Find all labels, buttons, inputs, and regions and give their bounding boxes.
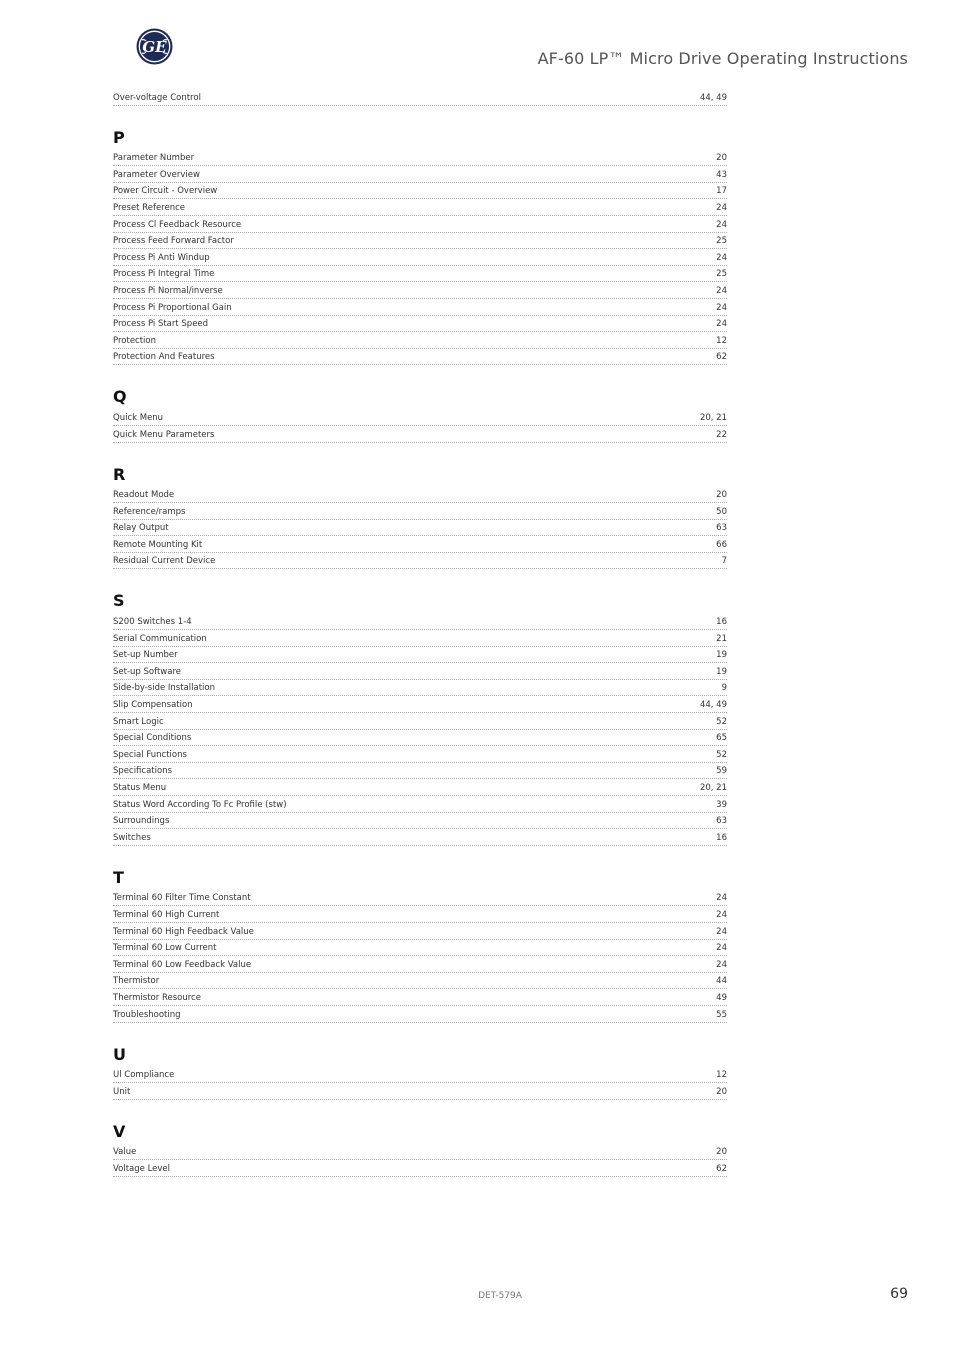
index-page-ref: 24 xyxy=(716,959,727,970)
index-entry xyxy=(113,282,727,299)
index-page-ref: 59 xyxy=(716,766,727,777)
index-page-ref: 25 xyxy=(716,236,727,247)
index-term: Troubleshooting xyxy=(113,1009,181,1020)
index-page-ref: 52 xyxy=(716,716,727,727)
index-page-ref: 24 xyxy=(716,319,727,330)
index-entry xyxy=(113,663,727,680)
index-entry xyxy=(113,973,727,990)
index-section xyxy=(113,590,727,845)
index-page-ref: 24 xyxy=(716,202,727,213)
index-term: Thermistor xyxy=(113,976,160,987)
index-entry xyxy=(113,630,727,647)
index-page-ref: 44, 49 xyxy=(699,92,727,103)
index-entry xyxy=(113,923,727,940)
index-entry xyxy=(113,166,727,183)
index-page-ref: 24 xyxy=(716,219,727,230)
index-entry xyxy=(113,746,727,763)
index-page-ref: 52 xyxy=(716,749,727,760)
index-section xyxy=(113,867,727,1023)
index-entry xyxy=(113,989,727,1006)
index-term: S200 Switches 1-4 xyxy=(113,617,192,628)
index-page-ref: 19 xyxy=(716,650,727,661)
index-term: Side-by-side Installation xyxy=(113,683,215,694)
index-page-ref: 24 xyxy=(716,926,727,937)
index-page-ref: 20, 21 xyxy=(699,412,727,423)
index-term: Process Pi Normal/inverse xyxy=(113,285,223,296)
index-page-ref: 22 xyxy=(716,429,727,440)
index-section-letter: S xyxy=(113,591,125,611)
index-section xyxy=(113,386,727,442)
document-title: AF-60 LP™ Micro Drive Operating Instructions xyxy=(537,49,908,68)
index-page-ref: 21 xyxy=(716,633,727,644)
index-term: Over-voltage Control xyxy=(113,92,201,103)
index-page-ref: 24 xyxy=(716,252,727,263)
index-term: Process Pi Anti Windup xyxy=(113,252,210,263)
index-page-ref: 55 xyxy=(716,1009,727,1020)
index-page-ref: 24 xyxy=(716,943,727,954)
index-entry xyxy=(113,233,727,250)
index-entry xyxy=(113,183,727,200)
index-entry xyxy=(113,553,727,570)
index-page-ref: 9 xyxy=(721,683,727,694)
index-term: Special Functions xyxy=(113,749,187,760)
index-term: Relay Output xyxy=(113,523,169,534)
index-term: Process Pi Integral Time xyxy=(113,269,215,280)
index-term: Protection xyxy=(113,335,157,346)
index-entry xyxy=(113,763,727,780)
index-entry xyxy=(113,1067,727,1084)
index-page-ref: 65 xyxy=(716,733,727,744)
index-page-ref: 20, 21 xyxy=(699,783,727,793)
index-term: Process Pi Start Speed xyxy=(113,319,209,330)
index-page-ref: 24 xyxy=(716,909,727,920)
index-entry xyxy=(113,647,727,664)
index-entry xyxy=(113,1083,727,1100)
index-entry xyxy=(113,316,727,333)
document-code: DET-579A xyxy=(478,1291,522,1301)
index-section xyxy=(113,127,727,366)
index-page-ref: 66 xyxy=(716,539,727,550)
index-term: Parameter Overview xyxy=(113,169,200,180)
index-page-ref: 63 xyxy=(716,523,727,534)
index-entry xyxy=(113,779,727,796)
index-term: Power Circuit - Overview xyxy=(113,186,218,197)
index-term: Quick Menu Parameters xyxy=(113,429,215,440)
index-entry xyxy=(113,1006,727,1023)
index-term: Voltage Level xyxy=(113,1163,171,1174)
index-page-ref: 63 xyxy=(716,816,727,827)
index-term: Terminal 60 Low Feedback Value xyxy=(113,959,252,970)
index-page-ref: 49 xyxy=(716,992,727,1003)
index-term: Value xyxy=(113,1147,137,1158)
index-term: Remote Mounting Kit xyxy=(113,539,203,550)
index-term: Serial Communication xyxy=(113,633,207,644)
index-term: Specifications xyxy=(113,766,173,777)
index-entry xyxy=(113,730,727,747)
index-term: Thermistor Resource xyxy=(113,992,201,1003)
index-page-ref: 24 xyxy=(716,893,727,904)
index-term: Quick Menu xyxy=(113,412,164,423)
index-page-ref: 62 xyxy=(716,352,727,363)
index-page-ref: 44, 49 xyxy=(699,700,727,711)
index-term: Preset Reference xyxy=(113,202,186,213)
index-page-ref: 24 xyxy=(716,285,727,296)
index-entry xyxy=(113,266,727,283)
index-page-ref: 20 xyxy=(716,153,727,164)
index-entry xyxy=(113,299,727,316)
index-term: Set-up Software xyxy=(113,666,181,677)
index-term: Process Cl Feedback Resource xyxy=(113,219,242,230)
index-term: Status Word According To Fc Profile (stw) xyxy=(113,799,287,810)
index-term: Terminal 60 Low Current xyxy=(113,943,217,954)
index-entry xyxy=(113,1160,727,1177)
index-term: Unit xyxy=(113,1086,131,1097)
index-term: Set-up Number xyxy=(113,650,178,661)
index-term: Ul Compliance xyxy=(113,1070,175,1081)
index-entry xyxy=(113,1144,727,1161)
index-page-ref: 25 xyxy=(716,269,727,280)
index-term: Readout Mode xyxy=(113,490,175,501)
index-page-ref: 17 xyxy=(716,186,727,197)
index-entry xyxy=(113,89,727,106)
index-page-ref: 12 xyxy=(716,335,727,346)
alphabetical-index xyxy=(113,89,727,1177)
index-entry xyxy=(113,503,727,520)
index-term: Reference/ramps xyxy=(113,506,186,517)
index-term: Special Conditions xyxy=(113,733,192,744)
index-entry xyxy=(113,536,727,553)
index-entry xyxy=(113,150,727,167)
index-term: Status Menu xyxy=(113,783,167,793)
index-term: Protection And Features xyxy=(113,352,215,363)
index-section xyxy=(113,464,727,570)
index-section xyxy=(113,1044,727,1100)
index-entry xyxy=(113,216,727,233)
index-entry xyxy=(113,426,727,443)
index-page-ref: 24 xyxy=(716,302,727,313)
index-entry xyxy=(113,249,727,266)
index-page-ref: 16 xyxy=(716,617,727,628)
index-section-letter: R xyxy=(113,464,126,484)
index-entry xyxy=(113,520,727,537)
ge-logo xyxy=(136,28,173,65)
index-term: Terminal 60 High Feedback Value xyxy=(113,926,254,937)
page-number: 69 xyxy=(890,1286,908,1302)
ge-logo-lettering: GE xyxy=(142,38,167,56)
index-section-letter: Q xyxy=(113,387,127,407)
index-entry xyxy=(113,487,727,504)
index-entry xyxy=(113,940,727,957)
index-section-letter: P xyxy=(113,127,125,147)
index-page-ref: 16 xyxy=(716,832,727,843)
index-term: Terminal 60 High Current xyxy=(113,909,220,920)
index-entry xyxy=(113,829,727,846)
index-term: Smart Logic xyxy=(113,716,164,727)
index-entry xyxy=(113,890,727,907)
index-entry xyxy=(113,332,727,349)
index-entry xyxy=(113,696,727,713)
index-page-ref: 7 xyxy=(721,556,727,567)
index-term: Process Feed Forward Factor xyxy=(113,236,234,247)
index-entry xyxy=(113,613,727,630)
index-entry xyxy=(113,906,727,923)
index-term: Surroundings xyxy=(113,816,170,827)
index-entry xyxy=(113,796,727,813)
index-page-ref: 20 xyxy=(716,1086,727,1097)
index-entry xyxy=(113,956,727,973)
index-section-letter: U xyxy=(113,1044,126,1064)
index-term: Parameter Number xyxy=(113,153,195,164)
index-entry xyxy=(113,813,727,830)
index-page-ref: 12 xyxy=(716,1070,727,1081)
index-section-letter: T xyxy=(113,867,124,887)
index-section-letter: V xyxy=(113,1121,126,1141)
index-term: Terminal 60 Filter Time Constant xyxy=(113,893,251,904)
index-page-ref: 43 xyxy=(716,169,727,180)
index-entry xyxy=(113,349,727,366)
index-page-ref: 44 xyxy=(716,976,727,987)
index-page-ref: 62 xyxy=(716,1163,727,1174)
index-term: Switches xyxy=(113,832,151,843)
index-page-ref: 20 xyxy=(716,1147,727,1158)
index-term: Slip Compensation xyxy=(113,700,193,711)
index-entry xyxy=(113,713,727,730)
index-entry xyxy=(113,680,727,697)
index-section xyxy=(113,1121,727,1177)
index-term: Residual Current Device xyxy=(113,556,216,567)
ge-monogram-icon xyxy=(136,28,173,65)
index-page-ref: 20 xyxy=(716,490,727,501)
index-entry xyxy=(113,199,727,216)
index-page-ref: 50 xyxy=(716,506,727,517)
index-page-ref: 39 xyxy=(716,799,727,810)
index-page-ref: 19 xyxy=(716,666,727,677)
index-term: Process Pi Proportional Gain xyxy=(113,302,232,313)
index-entry xyxy=(113,409,727,426)
